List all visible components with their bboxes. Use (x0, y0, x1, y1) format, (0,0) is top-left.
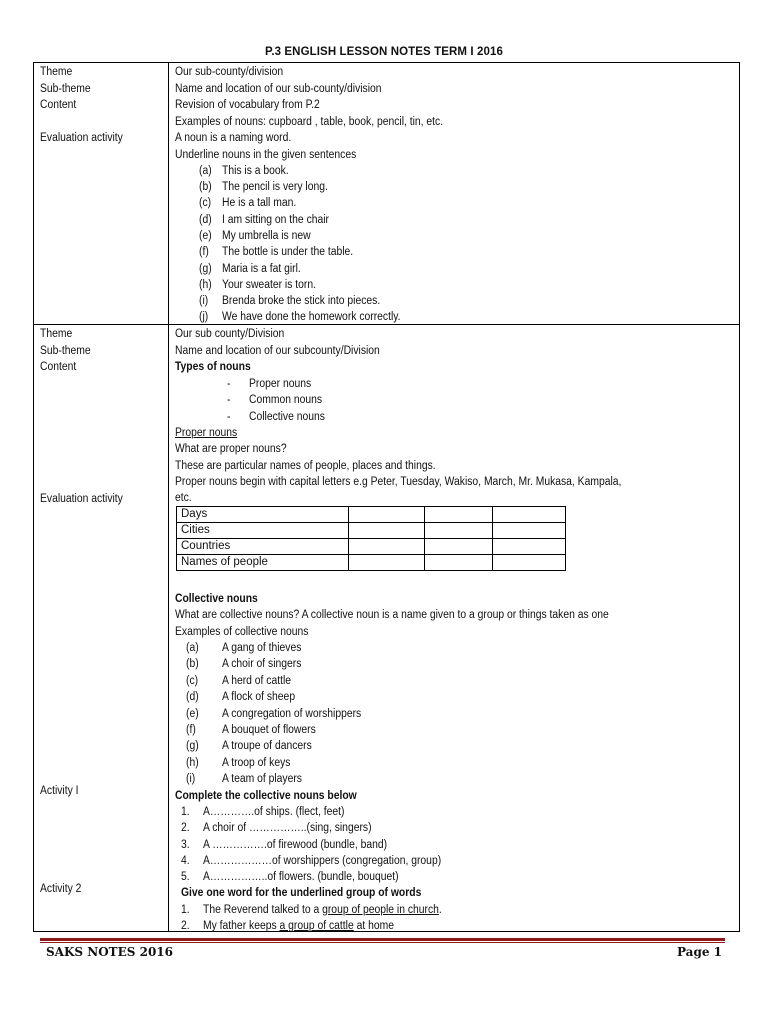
list-item: Proper nouns (249, 378, 312, 390)
label-evaluation: Evaluation activity (40, 132, 123, 144)
table-cell (349, 555, 425, 571)
list-item-marker: (i) (199, 295, 209, 307)
label-theme: Theme (40, 66, 73, 78)
list-item-marker: 2. (181, 822, 190, 834)
table-cell (493, 507, 566, 523)
list-item-marker: (h) (199, 279, 212, 291)
list-item: The pencil is very long. (222, 181, 328, 193)
proper-nouns-definition: These are particular names of people, places and things. (175, 460, 436, 472)
list-item: A troop of keys (222, 757, 291, 769)
collective-nouns-heading: Collective nouns (175, 593, 258, 605)
column-divider (168, 63, 169, 931)
theme-value: Our sub-county/division (175, 66, 284, 78)
list-item: He is a tall man. (222, 197, 297, 209)
list-item-marker: (c) (186, 675, 199, 687)
table-row (177, 507, 566, 523)
list-item-marker: 5. (181, 871, 190, 883)
subtheme-value: Name and location of our subcounty/Division (175, 345, 380, 357)
list-item: A choir of ……………..(sing, singers) (203, 822, 372, 834)
subtheme-value: Name and location of our sub-county/division (175, 83, 382, 95)
page-number: Page 1 (676, 945, 722, 959)
examples-text: Examples of nouns: cupboard , table, book, pencil, tin, etc. (175, 116, 444, 128)
list-item: A choir of singers (222, 658, 302, 670)
list-item-marker: (j) (199, 311, 209, 323)
instruction-text: Underline nouns in the given sentences (175, 149, 357, 161)
list-item: Brenda broke the stick into pieces. (222, 295, 381, 307)
label-theme: Theme (40, 328, 73, 340)
document-title: P.3 ENGLISH LESSON NOTES TERM I 2016 (265, 46, 503, 58)
table-cell (425, 555, 493, 571)
theme-value: Our sub county/Division (175, 328, 285, 340)
proper-nouns-table (176, 506, 566, 571)
underlined-phrase: group of people in church (322, 904, 439, 916)
table-row (177, 523, 566, 539)
list-item: My umbrella is new (222, 230, 311, 242)
list-item: A gang of thieves (222, 642, 302, 654)
proper-nouns-heading: Proper nouns (175, 427, 238, 439)
list-item: We have done the homework correctly. (222, 311, 401, 323)
list-item-marker: (a) (199, 165, 212, 177)
activity-1-heading: Complete the collective nouns below (175, 790, 357, 802)
list-item: The bottle is under the table. (222, 246, 354, 258)
list-item-marker: 1. (181, 904, 190, 916)
footer-title: SAKS NOTES 2016 (46, 945, 173, 959)
proper-nouns-examples-cont: etc. (175, 492, 192, 504)
label-content: Content (40, 99, 77, 111)
list-item: I am sitting on the chair (222, 214, 330, 226)
list-item-marker: (i) (186, 773, 196, 785)
list-item-marker: 3. (181, 839, 190, 851)
table-cell: Names of people (177, 555, 349, 571)
table-cell: Days (177, 507, 349, 523)
list-item: A herd of cattle (222, 675, 292, 687)
list-item-marker: (g) (199, 263, 212, 275)
list-item-marker: (d) (199, 214, 212, 226)
list-item-marker: 4. (181, 855, 190, 867)
list-item-marker: (h) (186, 757, 199, 769)
list-item: A …………….of firewood (bundle, band) (203, 839, 388, 851)
list-item-marker: - (227, 411, 231, 423)
table-cell (493, 555, 566, 571)
list-item: Common nouns (249, 394, 323, 406)
list-item-marker: (e) (186, 708, 199, 720)
table-cell (425, 539, 493, 555)
table-cell (349, 539, 425, 555)
list-item-marker: - (227, 378, 231, 390)
list-item: A troupe of dancers (222, 740, 312, 752)
label-content: Content (40, 361, 77, 373)
list-item: Collective nouns (249, 411, 325, 423)
list-item-marker: (b) (186, 658, 199, 670)
collective-nouns-question: What are collective nouns? A collective noun is a name given to a group or things taken as one (175, 609, 609, 621)
table-cell (425, 523, 493, 539)
table-cell (493, 539, 566, 555)
table-row (177, 555, 566, 571)
underlined-phrase: a group of cattle (279, 920, 354, 932)
list-item: A congregation of worshippers (222, 708, 362, 720)
activity-2-heading: Give one word for the underlined group of words (181, 887, 422, 899)
lesson-notes-table (33, 62, 740, 932)
list-item-marker: (f) (199, 246, 209, 258)
types-heading: Types of nouns (175, 361, 251, 373)
list-item: The Reverend talked to a group of people in church. (203, 904, 442, 916)
label-subtheme: Sub-theme (40, 345, 91, 357)
list-item-marker: (b) (199, 181, 212, 193)
list-item: A flock of sheep (222, 691, 296, 703)
footer-rule (40, 938, 725, 941)
table-cell: Cities (177, 523, 349, 539)
list-item: A………………of worshippers (congregation, group) (203, 855, 442, 867)
list-item: My father keeps a group of cattle at home (203, 920, 395, 932)
list-item: A team of players (222, 773, 302, 785)
list-item-marker: 2. (181, 920, 190, 932)
list-item-marker: (e) (199, 230, 212, 242)
list-item: Maria is a fat girl. (222, 263, 301, 275)
list-item: A………….of ships. (flect, feet) (203, 806, 345, 818)
list-item-marker: (f) (186, 724, 196, 736)
label-activity-2: Activity 2 (40, 883, 82, 895)
proper-nouns-question: What are proper nouns? (175, 443, 287, 455)
table-cell (349, 523, 425, 539)
list-item: A bouquet of flowers (222, 724, 316, 736)
label-evaluation: Evaluation activity (40, 493, 123, 505)
list-item-marker: (c) (199, 197, 212, 209)
list-item-marker: 1. (181, 806, 190, 818)
list-item-marker: (a) (186, 642, 199, 654)
table-cell: Countries (177, 539, 349, 555)
list-item: A……………..of flowers. (bundle, bouquet) (203, 871, 399, 883)
list-item-marker: - (227, 394, 231, 406)
label-activity-1: Activity I (40, 785, 79, 797)
label-subtheme: Sub-theme (40, 83, 91, 95)
table-row (177, 539, 566, 555)
table-cell (349, 507, 425, 523)
list-item: This is a book. (222, 165, 289, 177)
content-value: Revision of vocabulary from P.2 (175, 99, 320, 111)
footer-rule-thin (40, 942, 725, 943)
collective-nouns-examples-label: Examples of collective nouns (175, 626, 309, 638)
list-item: Your sweater is torn. (222, 279, 316, 291)
proper-nouns-examples: Proper nouns begin with capital letters e.g Peter, Tuesday, Wakiso, March, Mr. Mukasa, Kampala, (175, 476, 622, 488)
list-item-marker: (g) (186, 740, 199, 752)
table-cell (425, 507, 493, 523)
list-item-marker: (d) (186, 691, 199, 703)
table-cell (493, 523, 566, 539)
noun-definition: A noun is a naming word. (175, 132, 292, 144)
